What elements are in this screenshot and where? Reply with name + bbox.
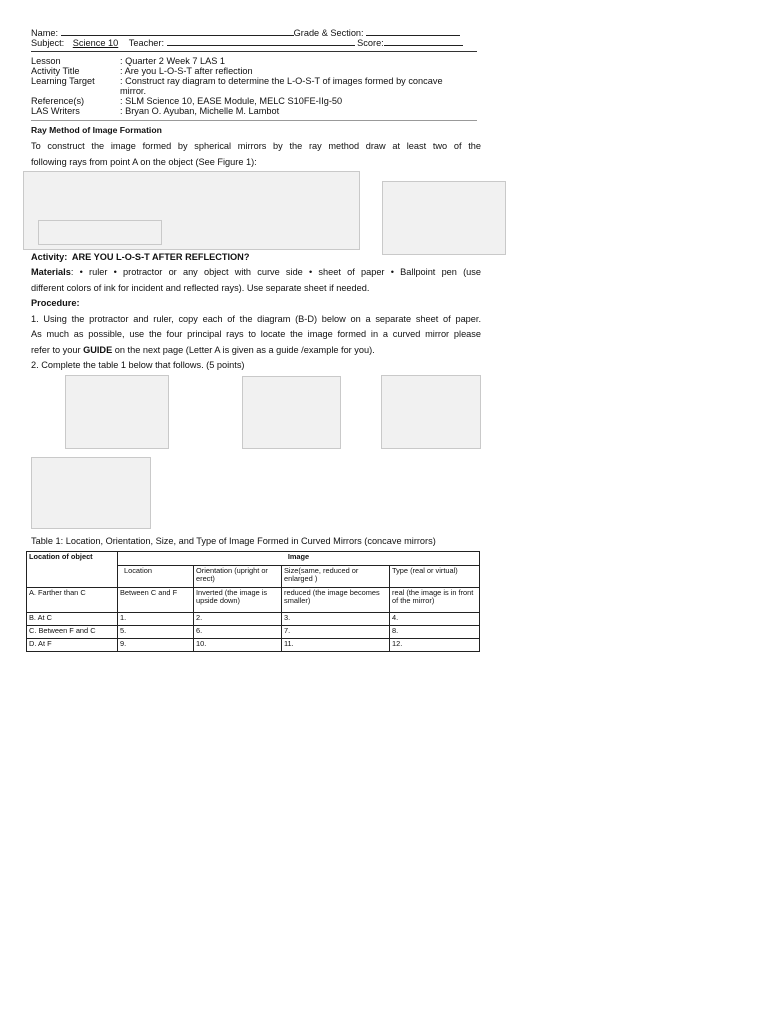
answer-cell[interactable]: 2.: [194, 613, 282, 626]
answer-cell[interactable]: 11.: [282, 639, 390, 652]
answer-cell[interactable]: 6.: [194, 626, 282, 639]
answer-cell[interactable]: 9.: [118, 639, 194, 652]
image-header: Image: [118, 552, 480, 566]
las-writers-value: : Bryan O. Ayuban, Michelle M. Lambot: [120, 106, 280, 116]
procedure-label: Procedure:: [31, 298, 80, 308]
procedure-section: [31, 296, 481, 374]
answer-cell[interactable]: 7.: [282, 626, 390, 639]
materials-line-2: different colors of ink for incident and reflected rays). Use separate sheet if needed.: [31, 282, 370, 293]
procedure-step1-line3: refer to your GUIDE on the next page (Letter A is given as a guide /example for you).: [31, 344, 375, 355]
name-label: Name:: [31, 28, 59, 38]
teacher-blank[interactable]: [167, 36, 355, 46]
activity-title: ARE YOU L-O-S-T AFTER REFLECTION?: [71, 252, 250, 262]
figure-1-mirror-image: [382, 181, 506, 255]
table-caption: Table 1: Location, Orientation, Size, and Type of Image Formed in Curved Mirrors (concave mirrors): [31, 536, 436, 546]
activity-label: Activity:: [31, 252, 68, 262]
row-object-label: B. At C: [27, 613, 118, 626]
materials-line-1: : • ruler • protractor or any object with curve side • sheet of paper • Ballpoint pen (use: [70, 267, 481, 277]
table-header-row: [27, 552, 480, 566]
table-row: [27, 626, 480, 639]
grade-label: Grade & Section:: [293, 28, 364, 38]
table-cell: Between C and F: [118, 588, 194, 613]
guide-word: GUIDE: [83, 344, 113, 355]
intro-paragraph: [31, 139, 481, 170]
header-divider: [31, 51, 477, 52]
subject-value: Science 10: [72, 38, 119, 48]
lesson-value: : Quarter 2 Week 7 LAS 1: [120, 56, 226, 66]
materials-label: Materials: [31, 267, 71, 277]
diagram-b-image: [65, 375, 169, 449]
answer-cell[interactable]: 1.: [118, 613, 194, 626]
las-writers-label: LAS Writers: [31, 106, 80, 116]
activity-title-value: : Are you L-O-S-T after reflection: [120, 66, 253, 76]
answer-cell[interactable]: 10.: [194, 639, 282, 652]
diagram-d-image: [381, 375, 481, 449]
subject-line: [31, 36, 463, 49]
grade-blank[interactable]: [366, 26, 460, 36]
section-title: Ray Method of Image Formation: [31, 125, 162, 135]
name-blank[interactable]: [61, 26, 294, 36]
answer-cell[interactable]: 3.: [282, 613, 390, 626]
subheader-orientation: Orientation (upright or erect): [194, 566, 282, 588]
learning-target-label: Learning Target: [31, 76, 95, 86]
references-label: Reference(s): [31, 96, 85, 106]
subheader-type: Type (real or virtual): [390, 566, 480, 588]
table-cell: reduced (the image becomes smaller): [282, 588, 390, 613]
references-value: : SLM Science 10, EASE Module, MELC S10FE-IIg-50: [120, 96, 343, 106]
lesson-info: [31, 56, 443, 116]
figure-1-image: [23, 171, 360, 250]
subheader-size: Size(same, reduced or enlarged ): [282, 566, 390, 588]
subheader-location: Location: [118, 566, 194, 588]
table-row: [27, 639, 480, 652]
procedure-step2: 2. Complete the table 1 below that follows. (5 points): [31, 360, 245, 370]
score-label: Score:: [357, 38, 384, 48]
lost-table: [26, 551, 480, 652]
row-object-label: A. Farther than C: [27, 588, 118, 613]
answer-cell[interactable]: 12.: [390, 639, 480, 652]
intro-line-1: To construct the image formed by spherical mirrors by the ray method draw at least two of the: [31, 141, 481, 151]
row-object-label: C. Between F and C: [27, 626, 118, 639]
diagram-extra-image: [31, 457, 151, 529]
table-cell: real (the image is in front of the mirror): [390, 588, 480, 613]
table-cell: Inverted (the image is upside down): [194, 588, 282, 613]
activity-title-label: Activity Title: [31, 66, 80, 76]
subject-label: Subject:: [31, 38, 65, 48]
materials-paragraph: [31, 265, 481, 296]
diagram-c-image: [242, 376, 341, 449]
answer-cell[interactable]: 4.: [390, 613, 480, 626]
answer-cell[interactable]: 8.: [390, 626, 480, 639]
table-row: [27, 588, 480, 613]
activity-line: [31, 252, 249, 263]
intro-line-2: following rays from point A on the object (See Figure 1):: [31, 156, 257, 167]
table-row: [27, 613, 480, 626]
answer-cell[interactable]: 5.: [118, 626, 194, 639]
learning-target-value: : Construct ray diagram to determine the L-O-S-T of images formed by concave: [120, 76, 443, 86]
procedure-step1-line1: 1. Using the protractor and ruler, copy each of the diagram (B-D) below on a separate sheet of paper.: [31, 313, 481, 324]
location-of-object-header: Location of object: [27, 552, 118, 588]
procedure-step1-line2: As much as possible, use the four principal rays to locate the image formed in a curved mirror please: [31, 329, 481, 339]
lesson-label: Lesson: [31, 56, 61, 66]
teacher-label: Teacher:: [128, 38, 165, 48]
learning-target-value-cont: mirror.: [120, 86, 147, 96]
figure-1-caption-box: [38, 220, 162, 245]
info-divider: [31, 120, 477, 121]
score-blank[interactable]: [384, 36, 463, 46]
row-object-label: D. At F: [27, 639, 118, 652]
